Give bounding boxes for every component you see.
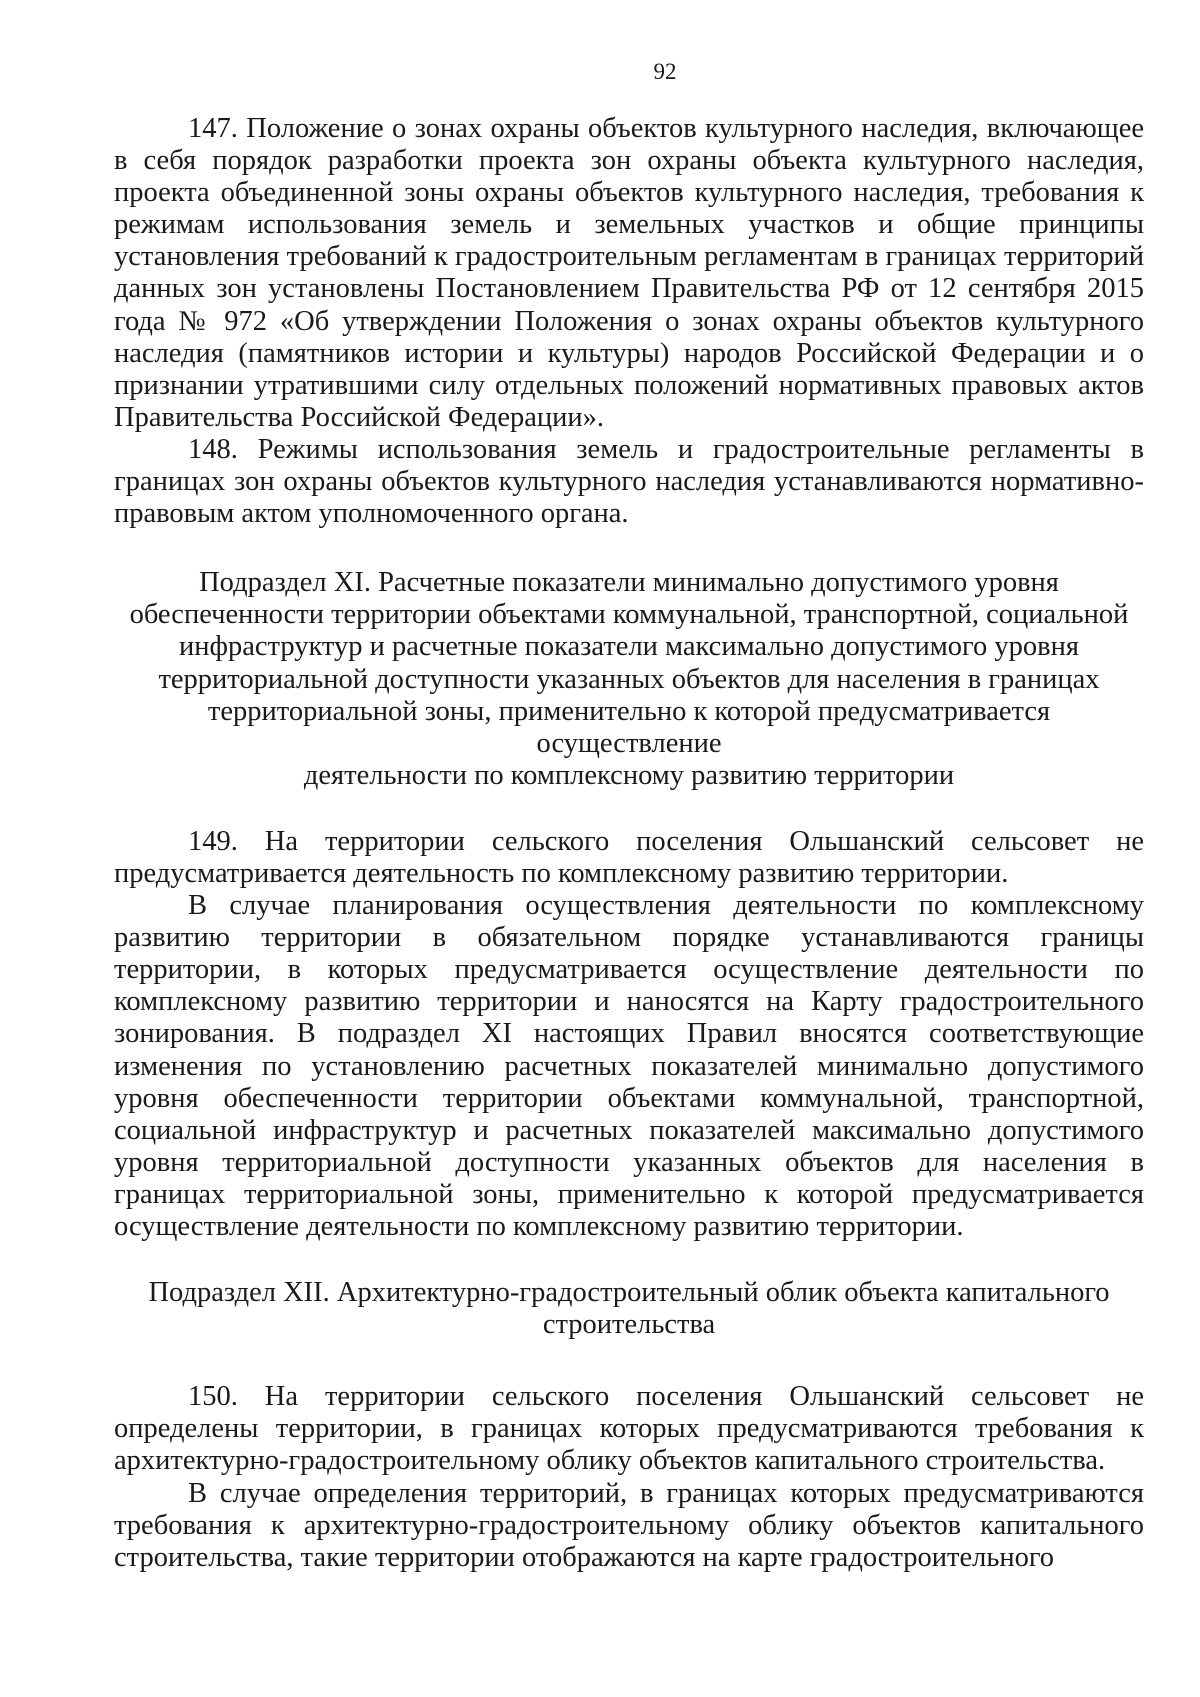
section-heading-xi	[114, 567, 1144, 792]
section-heading-xii	[114, 1277, 1144, 1341]
paragraph-148: 148. Режимы использования земель и градостроительные регламенты в границах зон охраны объектов культурного наследия устанавливаются нормативно-правовым актом уполномоченного органа.	[114, 433, 1144, 530]
paragraph-147: 147. Положение о зонах охраны объектов культурного наследия, включающее в себя порядок разработки проекта зон охраны объекта культурного наследия, проекта объединенной зоны охраны объектов культурного наследия, требования к режимам использования земель и земельных участков и общие принципы установления требований к градостроительным регламентам в границах территорий данных зон установлены Постановлением Правительства РФ от 12 сентября 2015 года № 972 «Об утверждении Положения о зонах охраны объектов культурного наследия (памятников истории и культуры) народов Российской Федерации и о признании утратившими силу отдельных положений нормативных правовых актов Правительства Российской Федерации».	[114, 113, 1144, 433]
heading-line: инфраструктур и расчетные показатели максимально допустимого уровня	[179, 631, 1079, 663]
heading-line: территориальной зоны, применительно к которой предусматривается осуществление	[207, 695, 1051, 759]
heading-line: обеспеченности территории объектами коммунальной, транспортной, социальной	[129, 599, 1129, 631]
heading-line: строительства	[542, 1309, 716, 1341]
heading-line: Подраздел XI. Расчетные показатели минимально допустимого уровня	[199, 567, 1059, 599]
paragraph-149: 149. На территории сельского поселения Ольшанский сельсовет не предусматривается деятельность по комплексному развитию территории.	[114, 825, 1144, 889]
paragraph-150-continuation: В случае определения территорий, в границах которых предусматриваются требования к архитектурно-градостроительному облику объектов капитального строительства, такие территории отображаются на карте градостроительного	[114, 1477, 1144, 1573]
page-number: 92	[653, 59, 677, 84]
paragraph-150: 150. На территории сельского поселения Ольшанский сельсовет не определены территории, в границах которых предусматриваются требования к архитектурно-градостроительному облику объектов капитального строительства.	[114, 1381, 1144, 1477]
heading-line: деятельности по комплексному развитию территории	[303, 759, 955, 791]
heading-line: Подраздел XII. Архитектурно-градостроительный облик объекта капитального	[148, 1277, 1110, 1309]
paragraph-149-continuation: В случае планирования осуществления деятельности по комплексному развитию территории в обязательном порядке устанавливаются границы территории, в которых предусматривается осуществление деятельности по комплексному развитию территории и наносятся на Карту градостроительного зонирования. В подраздел XI настоящих Правил вносятся соответствующие изменения по установлению расчетных показателей минимально допустимого уровня обеспеченности территории объектами коммунальной, транспортной, социальной инфраструктур и расчетных показателей максимально допустимого уровня территориальной доступности указанных объектов для населения в границах территориальной зоны, применительно к которой предусматривается осуществление деятельности по комплексному развитию территории.	[114, 890, 1144, 1242]
document-body	[114, 113, 1144, 1574]
heading-line: территориальной доступности указанных объектов для населения в границах	[158, 663, 1100, 695]
